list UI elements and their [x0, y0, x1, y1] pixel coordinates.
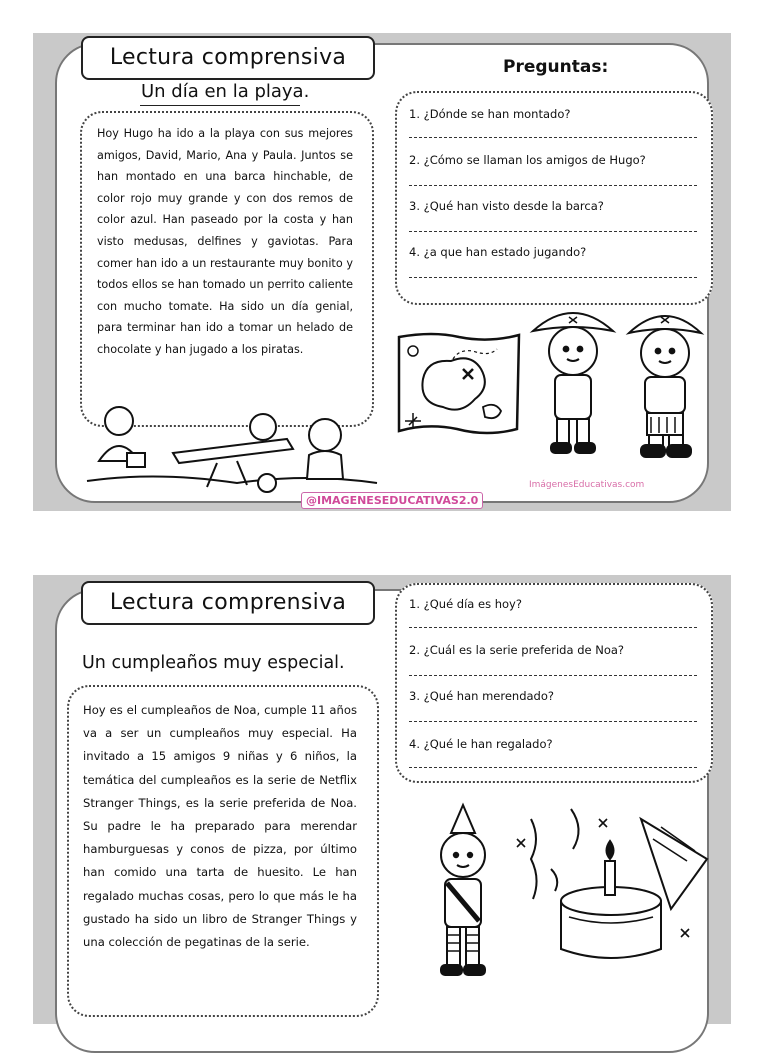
worksheet-2	[33, 575, 731, 1024]
worksheet-2-story-title: Un cumpleaños muy especial.	[82, 653, 345, 673]
worksheet-1-story-text: Hoy Hugo ha ido a la playa con sus mejores amigos, David, Mario, Ana y Paula. Juntos se han montado en una barca hinchable, de color rojo muy grande y con dos remos de color azul. Han paseado por la costa y han visto medusas, delfines y gaviotas. Para comer han ido a un restaurante muy bonito y todos ellos se han tomado un perrito caliente con mucho tomate. Ha sido un día genial, para terminar han ido a tomar un helado de chocolate y han jugado a los piratas.	[97, 127, 353, 356]
question-3: 3. ¿Qué han merendado?	[409, 689, 554, 703]
pirate-kids-illustration	[529, 295, 709, 465]
answer-line-3[interactable]	[409, 231, 697, 232]
worksheet-1-watermark: ImágenesEducativas.com	[529, 480, 645, 490]
question-4: 4. ¿Qué le han regalado?	[409, 737, 553, 751]
worksheet-2-story-text: Hoy es el cumpleaños de Noa, cumple 11 años va a ser un cumpleaños muy especial. Ha invitado a 15 amigos 9 niñas y 6 niños, la temática del cumpleaños es la serie de Netflix Stranger Things, es la serie preferida de Noa. Su padre le ha preparado para merendar hamburguesas y conos de pizza, por último han comido una tarta de huesito. Le han regalado muchas cosas, pero lo que más le ha gustado ha sido un libro de Stranger Things y una colección de pegatinas de la serie.	[83, 703, 357, 950]
answer-line-4[interactable]	[409, 767, 697, 768]
answer-line-3[interactable]	[409, 721, 697, 722]
question-1: 1. ¿Qué día es hoy?	[409, 597, 522, 611]
answer-line-1[interactable]	[409, 137, 697, 138]
answer-line-2[interactable]	[409, 185, 697, 186]
worksheet-1	[33, 33, 731, 511]
answer-line-2[interactable]	[409, 675, 697, 676]
worksheet-2-questions-box	[395, 583, 713, 783]
answer-line-4[interactable]	[409, 277, 697, 278]
birthday-cake-illustration	[511, 799, 711, 979]
question-2: 2. ¿Cuál es la serie preferida de Noa?	[409, 643, 625, 657]
question-2: 2. ¿Cómo se llaman los amigos de Hugo?	[409, 153, 646, 167]
worksheet-1-header: Lectura comprensiva	[81, 36, 375, 80]
worksheet-2-header: Lectura comprensiva	[81, 581, 375, 625]
birthday-girl-illustration	[429, 803, 499, 983]
question-3: 3. ¿Qué han visto desde la barca?	[409, 199, 604, 213]
answer-line-1[interactable]	[409, 627, 697, 628]
treasure-map-illustration	[393, 329, 525, 439]
story-title-underline	[140, 105, 300, 106]
worksheet-1-questions-box	[395, 91, 713, 305]
beach-kids-illustration	[87, 401, 377, 497]
question-4: 4. ¿a que han estado jugando?	[409, 245, 587, 259]
worksheet-1-story-title: Un día en la playa.	[141, 81, 310, 102]
worksheet-1-brand-tag: @IMAGENESEDUCATIVAS2.0	[301, 492, 483, 509]
question-1: 1. ¿Dónde se han montado?	[409, 107, 571, 121]
worksheet-1-questions-title: Preguntas:	[503, 57, 609, 77]
